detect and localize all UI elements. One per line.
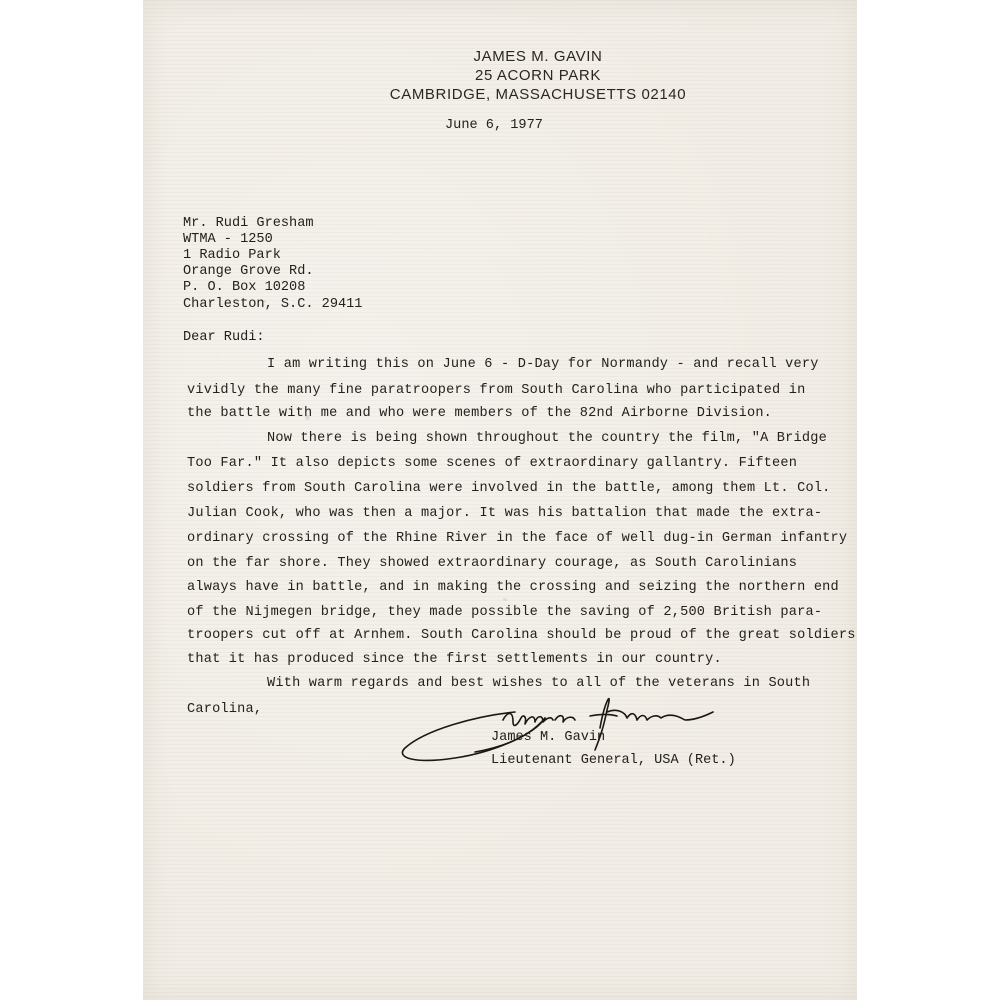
recipient-line: Orange Grove Rd.	[183, 264, 314, 279]
body-line: of the Nijmegen bridge, they made possible the saving of 2,500 British para-	[187, 605, 823, 620]
body-line: vividly the many fine paratroopers from South Carolina who participated in	[187, 383, 806, 398]
body-line: troopers cut off at Arnhem. South Carolina should be proud of the great soldiers	[187, 628, 856, 643]
body-line: Now there is being shown throughout the country the film, "A Bridge	[267, 431, 827, 446]
body-line: Carolina,	[187, 702, 263, 717]
typed-title: Lieutenant General, USA (Ret.)	[491, 753, 736, 768]
body-line: ordinary crossing of the Rhine River in the face of well dug-in German infantry	[187, 531, 848, 546]
letter-date: June 6, 1977	[445, 118, 543, 133]
salutation: Dear Rudi:	[183, 330, 265, 345]
body-line: soldiers from South Carolina were involved in the battle, among them Lt. Col.	[187, 481, 831, 496]
recipient-line: Charleston, S.C. 29411	[183, 297, 363, 312]
letter-paper	[143, 0, 857, 1000]
letterhead-name: JAMES M. GAVIN	[473, 48, 603, 65]
body-line: that it has produced since the first settlements in our country.	[187, 652, 722, 667]
letterhead-city: CAMBRIDGE, MASSACHUSETTS 02140	[389, 86, 687, 103]
body-line: Julian Cook, who was then a major. It was his battalion that made the extra-	[187, 506, 823, 521]
body-line: on the far shore. They showed extraordinary courage, as South Carolinians	[187, 556, 798, 571]
recipient-line: 1 Radio Park	[183, 248, 281, 263]
recipient-line: Mr. Rudi Gresham	[183, 216, 314, 231]
body-line: With warm regards and best wishes to all of the veterans in South	[267, 676, 811, 691]
typed-name: James M. Gavin	[491, 730, 606, 745]
letterhead-street: 25 ACORN PARK	[475, 67, 601, 84]
body-line: the battle with me and who were members of the 82nd Airborne Division.	[187, 406, 773, 421]
body-line: always have in battle, and in making the crossing and seizing the northern end	[187, 580, 839, 595]
recipient-line: WTMA - 1250	[183, 232, 273, 247]
body-line: Too Far." It also depicts some scenes of extraordinary gallantry. Fifteen	[187, 456, 798, 471]
body-line: I am writing this on June 6 - D-Day for Normandy - and recall very	[267, 357, 819, 372]
foxing-spot	[503, 598, 507, 601]
handwritten-signature	[395, 690, 725, 785]
recipient-line: P. O. Box 10208	[183, 280, 306, 295]
